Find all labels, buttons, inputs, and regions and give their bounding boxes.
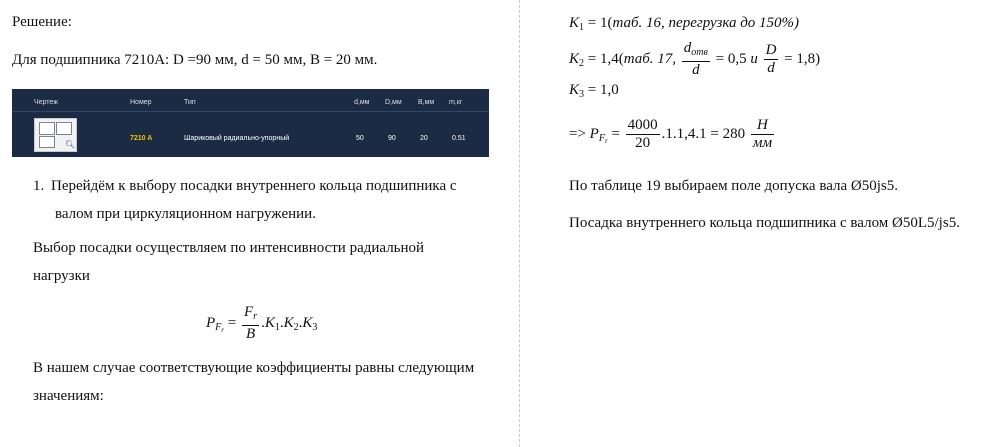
k1-formula: $K_1 = 1(таб$. 16, перегрузка до 150%) xyxy=(569,15,800,33)
bearing-type: Шариковый радиально-упорный xyxy=(184,135,290,142)
load-intensity-formula: $P_{F_r}$ = $\frac{F_r}{B}$ $.K_1.K_2.K_3$ xyxy=(206,304,318,342)
solution-heading: Решение: xyxy=(12,14,72,30)
col-header-type: Тип xyxy=(184,99,196,106)
col-header-d: d,мм xyxy=(354,99,370,106)
paragraph2-line-1: В нашем случае соответствующие коэффициенты равны следующим xyxy=(33,360,475,376)
paragraph2-line-2: значениям: xyxy=(33,388,104,404)
col-header-number: Номер xyxy=(130,99,152,106)
k2-formula: $K_2 = 1,4(таб$. 17, $\frac{d_{отв}}{d}$ = 0,5 и $\frac{D}{d}$ = 1,8) xyxy=(569,40,821,78)
table-header-divider xyxy=(12,111,489,112)
bearing-table xyxy=(12,89,489,157)
k3-formula: $K_3 = 1,0$ xyxy=(569,82,619,100)
col-header-drawing: Чертеж xyxy=(34,99,58,106)
cell-D: 90 xyxy=(388,135,396,142)
bearing-dimensions-text: Для подшипника 7210А: D =90 мм, d = 50 мм, В = 20 мм. xyxy=(12,52,378,68)
col-header-D: D,мм xyxy=(385,99,402,106)
list-item-line-2: валом при циркуляционном нагружении. xyxy=(55,206,316,222)
cell-m: 0.51 xyxy=(452,135,466,142)
paragraph-line-2: нагрузки xyxy=(33,268,90,284)
bearing-drawing-thumbnail[interactable] xyxy=(34,118,77,152)
fit-result-text: Посадка внутреннего кольца подшипника с валом Ø50L5/js5. xyxy=(569,215,960,231)
cell-d: 50 xyxy=(356,135,364,142)
load-calculation: => $P_{F_r}$ = $\frac{4000}{20}$ .1.1,4.1 = 280 $\frac{Н}{мм}$ xyxy=(569,117,773,151)
col-header-m: m,кг xyxy=(449,99,463,106)
cell-B: 20 xyxy=(420,135,428,142)
zoom-icon[interactable]: 🔍︎ xyxy=(65,140,76,149)
bearing-number: 7210 A xyxy=(130,135,153,142)
column-divider xyxy=(519,0,520,447)
paragraph-line-1: Выбор посадки осуществляем по интенсивности радиальной xyxy=(33,240,425,256)
list-item-line-1: Перейдём к выбору посадки внутреннего кольца подшипника с xyxy=(51,178,457,194)
list-item-number: 1. xyxy=(33,178,45,194)
col-header-B: B,мм xyxy=(418,99,435,106)
tolerance-field-text: По таблице 19 выбираем поле допуска вала Ø50js5. xyxy=(569,178,898,194)
